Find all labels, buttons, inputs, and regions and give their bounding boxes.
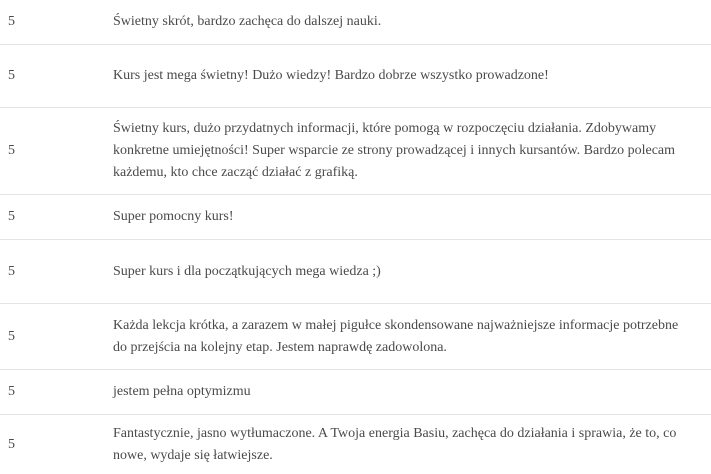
table-row	[0, 0, 711, 45]
table-row	[0, 415, 711, 474]
table-row	[0, 195, 711, 240]
table-row	[0, 45, 711, 108]
comment-cell: Super pomocny kurs!	[113, 209, 234, 224]
rating-cell: 5	[8, 328, 15, 344]
comment-cell: Świetny kurs, dużo przydatnych informacji, które pomogą w rozpoczęciu działania. Zdobywamy konkretne umiejętności! Super wsparcie ze strony prowadzącej i innych kursantów. Bardzo polecam każdemu, kto chce zacząć działać z grafiką.	[113, 121, 676, 180]
rating-cell: 5	[8, 384, 15, 399]
table-row	[0, 304, 711, 370]
rating-cell: 5	[8, 68, 15, 83]
comment-cell: Kurs jest mega świetny! Dużo wiedzy! Bardzo dobrze wszystko prowadzone!	[113, 68, 549, 83]
rating-cell: 5	[8, 263, 15, 279]
rating-cell: 5	[8, 209, 15, 224]
rating-cell: 5	[8, 437, 15, 452]
comment-cell: Świetny skrót, bardzo zachęca do dalszej nauki.	[113, 14, 382, 29]
rating-cell: 5	[8, 143, 15, 158]
comment-cell: jestem pełna optymizmu	[113, 384, 251, 399]
table-row	[0, 108, 711, 195]
rating-cell: 5	[8, 14, 15, 29]
comment-cell: Super kurs i dla początkujących mega wiedza ;)	[113, 263, 381, 279]
table-row	[0, 240, 711, 304]
table-row	[0, 370, 711, 415]
comment-cell: Fantastycznie, jasno wytłumaczone. A Twoja energia Basiu, zachęca do działania i sprawia, że to, co nowe, wydaje się łatwiejsze.	[113, 426, 677, 463]
comment-cell: Każda lekcja krótka, a zarazem w małej pigułce skondensowane najważniejsze informacje potrzebne do przejścia na kolejny etap. Jestem naprawdę zadowolona.	[113, 317, 679, 355]
